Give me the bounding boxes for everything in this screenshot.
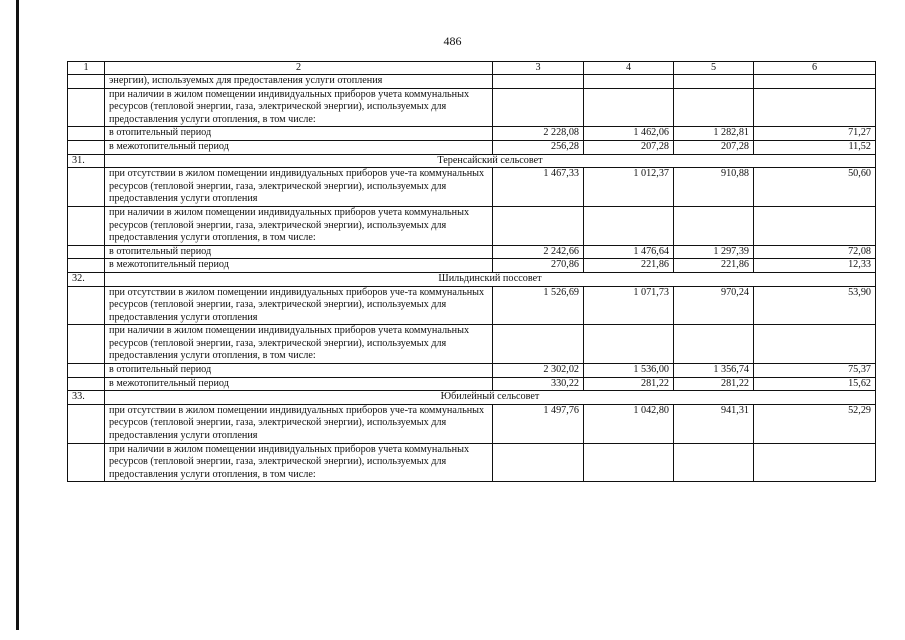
column-header-2: 2	[105, 62, 493, 75]
presence-text: при наличии в жилом помещении индивидуальных приборов учета коммунальных ресурсов (тепловой энергии, газа, электрической энергии), используемых для предоставления услуги отопления, в том числе:	[105, 325, 493, 364]
value-cell: 15,62	[754, 377, 876, 391]
presence-text: при наличии в жилом помещении индивидуальных приборов учета коммунальных ресурсов (тепловой энергии, газа, электрической энергии), используемых для предоставления услуги отопления, в том числе:	[105, 443, 493, 482]
section-number: 33.	[68, 391, 105, 405]
table-row	[68, 404, 876, 443]
column-header-5: 5	[674, 62, 754, 75]
column-header-1: 1	[68, 62, 105, 75]
value-cell: 1 526,69	[493, 286, 584, 325]
section-title: Шильдинский поссовет	[105, 272, 876, 286]
value-cell: 1 282,81	[674, 127, 754, 141]
continuation-text: энергии), используемых для предоставления услуги отопления	[105, 75, 493, 89]
table-row	[68, 140, 876, 154]
value-cell: 330,22	[493, 377, 584, 391]
value-cell: 71,27	[754, 127, 876, 141]
value-cell: 1 012,37	[584, 168, 674, 207]
value-cell: 221,86	[584, 259, 674, 273]
table-row	[68, 75, 876, 89]
value-cell: 1 476,64	[584, 245, 674, 259]
table-row	[68, 127, 876, 141]
column-header-6: 6	[754, 62, 876, 75]
heating-period-label: в отопительный период	[105, 127, 493, 141]
page-left-rule	[16, 0, 19, 630]
table-row	[68, 377, 876, 391]
nonheating-period-label: в межотопительный период	[105, 140, 493, 154]
value-cell: 1 042,80	[584, 404, 674, 443]
absence-text: при отсутствии в жилом помещении индивидуальных приборов уче-та коммунальных ресурсов (тепловой энергии, газа, электрической энергии), используемых для предоставления услуги отопления	[105, 404, 493, 443]
value-cell: 52,29	[754, 404, 876, 443]
column-header-3: 3	[493, 62, 584, 75]
table-row	[68, 364, 876, 378]
section-header-row	[68, 154, 876, 168]
table-row	[68, 443, 876, 482]
tariff-table	[67, 61, 876, 482]
value-cell: 1 467,33	[493, 168, 584, 207]
section-title: Теренсайский сельсовет	[105, 154, 876, 168]
table-row	[68, 245, 876, 259]
nonheating-period-label: в межотопительный период	[105, 259, 493, 273]
value-cell: 1 071,73	[584, 286, 674, 325]
presence-text: при наличии в жилом помещении индивидуальных приборов учета коммунальных ресурсов (тепловой энергии, газа, электрической энергии), используемых для предоставления услуги отопления, в том числе:	[105, 206, 493, 245]
value-cell: 2 228,08	[493, 127, 584, 141]
value-cell: 281,22	[674, 377, 754, 391]
section-title: Юбилейный сельсовет	[105, 391, 876, 405]
value-cell: 1 462,06	[584, 127, 674, 141]
value-cell: 281,22	[584, 377, 674, 391]
value-cell: 207,28	[584, 140, 674, 154]
table-row	[68, 325, 876, 364]
nonheating-period-label: в межотопительный период	[105, 377, 493, 391]
section-number: 32.	[68, 272, 105, 286]
table-row	[68, 168, 876, 207]
column-header-4: 4	[584, 62, 674, 75]
value-cell: 256,28	[493, 140, 584, 154]
table-row	[68, 259, 876, 273]
value-cell: 270,86	[493, 259, 584, 273]
value-cell: 72,08	[754, 245, 876, 259]
presence-text: при наличии в жилом помещении индивидуальных приборов учета коммунальных ресурсов (тепловой энергии, газа, электрической энергии), используемых для предоставления услуги отопления, в том числе:	[105, 88, 493, 127]
value-cell: 221,86	[674, 259, 754, 273]
section-header-row	[68, 272, 876, 286]
value-cell: 941,31	[674, 404, 754, 443]
value-cell: 2 302,02	[493, 364, 584, 378]
value-cell: 2 242,66	[493, 245, 584, 259]
value-cell: 11,52	[754, 140, 876, 154]
value-cell: 1 356,74	[674, 364, 754, 378]
value-cell: 970,24	[674, 286, 754, 325]
value-cell: 50,60	[754, 168, 876, 207]
value-cell: 207,28	[674, 140, 754, 154]
table-row	[68, 88, 876, 127]
value-cell: 1 297,39	[674, 245, 754, 259]
table-row	[68, 206, 876, 245]
value-cell: 910,88	[674, 168, 754, 207]
page-number: 486	[443, 34, 462, 48]
column-header-row	[68, 62, 876, 75]
absence-text: при отсутствии в жилом помещении индивидуальных приборов уче-та коммунальных ресурсов (тепловой энергии, газа, электрической энергии), используемых для предоставления услуги отопления	[105, 286, 493, 325]
table-row	[68, 286, 876, 325]
value-cell: 1 497,76	[493, 404, 584, 443]
value-cell: 12,33	[754, 259, 876, 273]
section-header-row	[68, 391, 876, 405]
heating-period-label: в отопительный период	[105, 245, 493, 259]
absence-text: при отсутствии в жилом помещении индивидуальных приборов уче-та коммунальных ресурсов (тепловой энергии, газа, электрической энергии), используемых для предоставления услуги отопления	[105, 168, 493, 207]
value-cell: 53,90	[754, 286, 876, 325]
value-cell: 75,37	[754, 364, 876, 378]
value-cell: 1 536,00	[584, 364, 674, 378]
section-number: 31.	[68, 154, 105, 168]
heating-period-label: в отопительный период	[105, 364, 493, 378]
